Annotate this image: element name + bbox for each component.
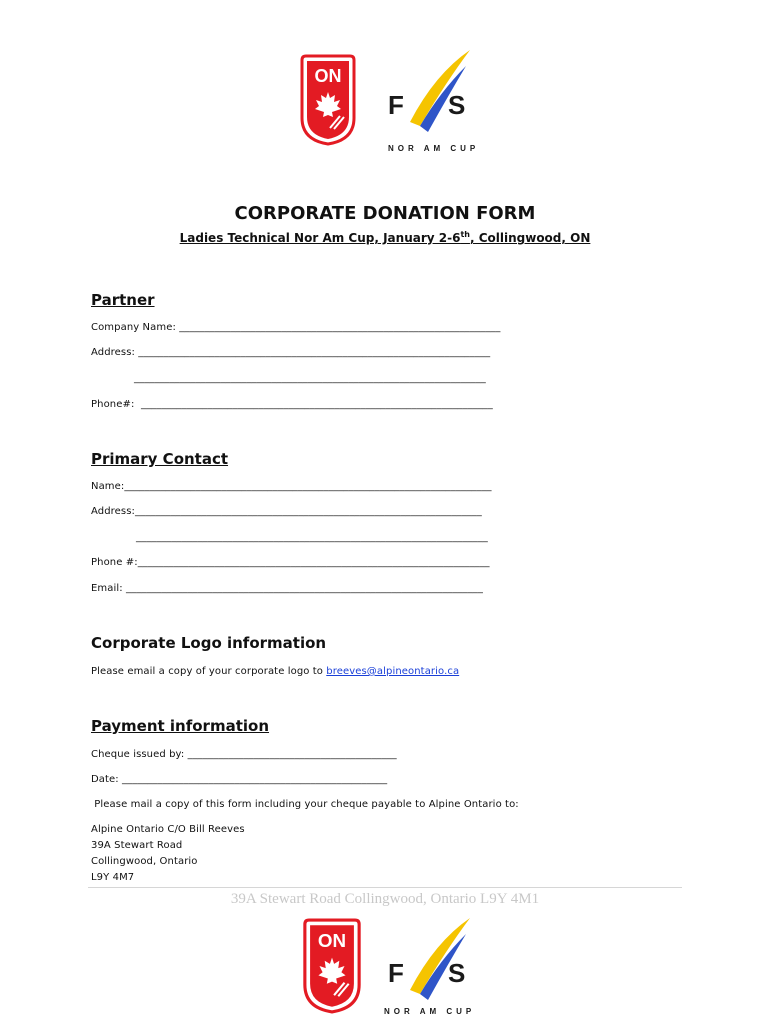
- on-text: ON: [314, 66, 342, 86]
- footer-address: 39A Stewart Road Collingwood, Ontario L9Y 4M1: [230, 891, 540, 907]
- noram-cup-label: NOR AM CUP: [388, 144, 480, 153]
- noram-cup-label-bottom: NOR AM CUP: [384, 1007, 476, 1016]
- svg-text:S: S: [448, 958, 466, 988]
- logo-email-link[interactable]: breeves@alpineontario.ca: [326, 666, 460, 677]
- partner-address-line2[interactable]: _____________________________________________________________________: [134, 373, 486, 384]
- contact-email-field[interactable]: Email: ______________________________________________________________________: [91, 583, 483, 594]
- fis-logo: [380, 44, 480, 148]
- date-field[interactable]: Date: ____________________________________________________: [91, 774, 388, 785]
- cheque-issued-field[interactable]: Cheque issued by: _________________________________________: [91, 749, 397, 760]
- mailing-address-line-2: 39A Stewart Road: [91, 840, 183, 851]
- alpine-ontario-logo: [300, 54, 356, 150]
- contact-address-line2[interactable]: _____________________________________________________________________: [136, 532, 488, 543]
- svg-text:ON: ON: [317, 930, 347, 952]
- logo-info-text: Please email a copy of your corporate logo to breeves@alpineontario.ca: [91, 666, 460, 677]
- footer-rule: [88, 887, 682, 888]
- svg-text:F: F: [388, 958, 404, 988]
- company-name-field[interactable]: Company Name: _______________________________________________________________: [91, 322, 501, 333]
- primary-contact-heading: Primary Contact: [91, 450, 229, 468]
- partner-address-field[interactable]: Address: _____________________________________________________________________: [91, 347, 491, 358]
- contact-name-field[interactable]: Name:________________________________________________________________________: [91, 481, 492, 492]
- fis-s: S: [448, 90, 466, 120]
- mail-note: Please mail a copy of this form including your cheque payable to Alpine Ontario to:: [91, 799, 519, 810]
- mailing-address-line-3: Collingwood, Ontario: [91, 856, 198, 867]
- partner-heading: Partner: [91, 291, 155, 309]
- partner-phone-field[interactable]: Phone#: _____________________________________________________________________: [91, 399, 493, 410]
- payment-heading: Payment information: [91, 717, 270, 735]
- contact-address-field[interactable]: Address:____________________________________________________________________: [91, 506, 482, 517]
- logo-info-heading: Corporate Logo information: [91, 634, 327, 652]
- mailing-address-line-4: L9Y 4M7: [91, 872, 135, 883]
- mailing-address-line-1: Alpine Ontario C/O Bill Reeves: [91, 824, 245, 835]
- fis-logo-bottom: [378, 912, 482, 1016]
- alpine-ontario-logo-bottom: [302, 918, 362, 1018]
- page-title: CORPORATE DONATION FORM: [234, 203, 536, 224]
- event-subtitle: Ladies Technical Nor Am Cup, January 2-6th, Collingwood, ON: [179, 230, 591, 245]
- contact-phone-field[interactable]: Phone #:_____________________________________________________________________: [91, 557, 490, 568]
- fis-f: F: [388, 90, 404, 120]
